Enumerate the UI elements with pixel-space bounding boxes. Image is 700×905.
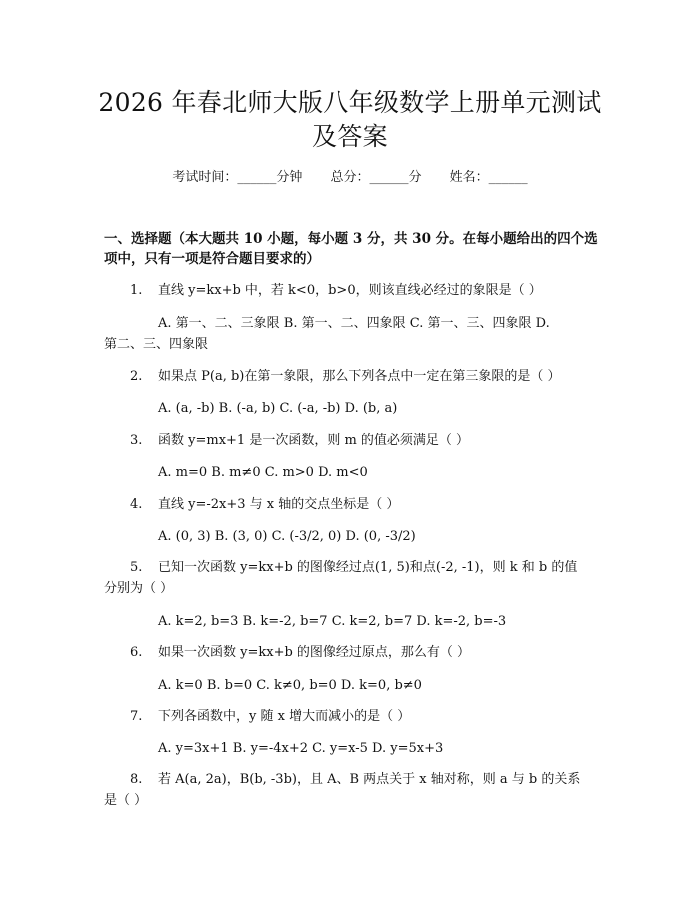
- student-name: 姓名：______: [449, 170, 528, 185]
- question-5-options: [104, 611, 598, 632]
- question-6-options: [104, 675, 598, 696]
- options-line: A. (0, 3) B. (3, 0) C. (-3/2, 0) D. (0, -3/2): [158, 529, 416, 544]
- options-line: A. y=3x+1 B. y=-4x+2 C. y=x-5 D. y=5x+3: [158, 741, 444, 756]
- question-text: 如果一次函数 y=kx+b 的图像经过原点，那么有（ ）: [158, 645, 471, 660]
- question-5: [104, 557, 598, 599]
- options-line-2: 第二、三、四象限: [104, 337, 209, 352]
- question-number: 1.: [130, 283, 143, 298]
- question-2-options: [104, 398, 598, 419]
- question-number: 2.: [130, 369, 143, 384]
- options-line: A. k=2, b=3 B. k=-2, b=7 C. k=2, b=7 D. k=-2, b=-3: [158, 614, 507, 629]
- question-7: [104, 706, 598, 727]
- question-number: 7.: [130, 709, 143, 724]
- section-heading-line-1: 一、选择题（本大题共 10 小题，每小题 3 分，共 30 分。在每小题给出的四个选: [104, 231, 598, 247]
- question-number: 3.: [130, 433, 143, 448]
- exam-time: 考试时间：______分钟: [172, 170, 303, 185]
- question-4: [104, 494, 598, 515]
- question-text-line-2: 是（ ）: [104, 793, 148, 808]
- options-line: A. k=0 B. b=0 C. k≠0, b=0 D. k=0, b≠0: [158, 678, 422, 693]
- title-line-1: 2026 年春北师大版八年级数学上册单元测试: [98, 88, 602, 117]
- question-text: 如果点 P(a, b)在第一象限，那么下列各点中一定在第三象限的是（ ）: [158, 369, 561, 384]
- question-text: 下列各函数中，y 随 x 增大而减小的是（ ）: [158, 709, 411, 724]
- exam-score: 总分：______分: [330, 170, 422, 185]
- question-text: 直线 y=-2x+3 与 x 轴的交点坐标是（ ）: [158, 497, 400, 512]
- question-text-line-1: 若 A(a, 2a)，B(b, -3b)，且 A、B 两点关于 x 轴对称，则 a 与 b 的关系: [158, 772, 581, 787]
- question-7-options: [104, 738, 598, 759]
- question-text: 函数 y=mx+1 是一次函数，则 m 的值必须满足（ ）: [158, 433, 470, 448]
- title-line-2: 及答案: [312, 122, 388, 151]
- exam-meta: [0, 168, 700, 188]
- question-3-options: [104, 462, 598, 483]
- question-1-options: [104, 313, 598, 355]
- question-text-line-2: 分别为（ ）: [104, 581, 174, 596]
- page-title: [60, 86, 640, 154]
- question-text-line-1: 已知一次函数 y=kx+b 的图像经过点(1, 5)和点(-2, -1)，则 k 和 b 的值: [158, 560, 578, 575]
- question-text: 直线 y=kx+b 中，若 k<0，b>0，则该直线必经过的象限是（ ）: [158, 283, 542, 298]
- question-2: [104, 366, 598, 387]
- options-line-1: A. 第一、二、三象限 B. 第一、二、四象限 C. 第一、三、四象限 D.: [158, 316, 550, 331]
- question-number: 5.: [130, 560, 143, 575]
- section-heading-line-2: 项中，只有一项是符合题目要求的）: [104, 251, 320, 267]
- question-number: 4.: [130, 497, 143, 512]
- question-4-options: [104, 526, 598, 547]
- question-8: [104, 769, 598, 811]
- question-number: 6.: [130, 645, 143, 660]
- question-number: 8.: [130, 772, 143, 787]
- question-1: [104, 280, 598, 301]
- options-line: A. (a, -b) B. (-a, b) C. (-a, -b) D. (b, a): [158, 401, 398, 416]
- question-3: [104, 430, 598, 451]
- options-line: A. m=0 B. m≠0 C. m>0 D. m<0: [158, 465, 368, 480]
- section-heading: [104, 229, 598, 269]
- question-6: [104, 642, 598, 663]
